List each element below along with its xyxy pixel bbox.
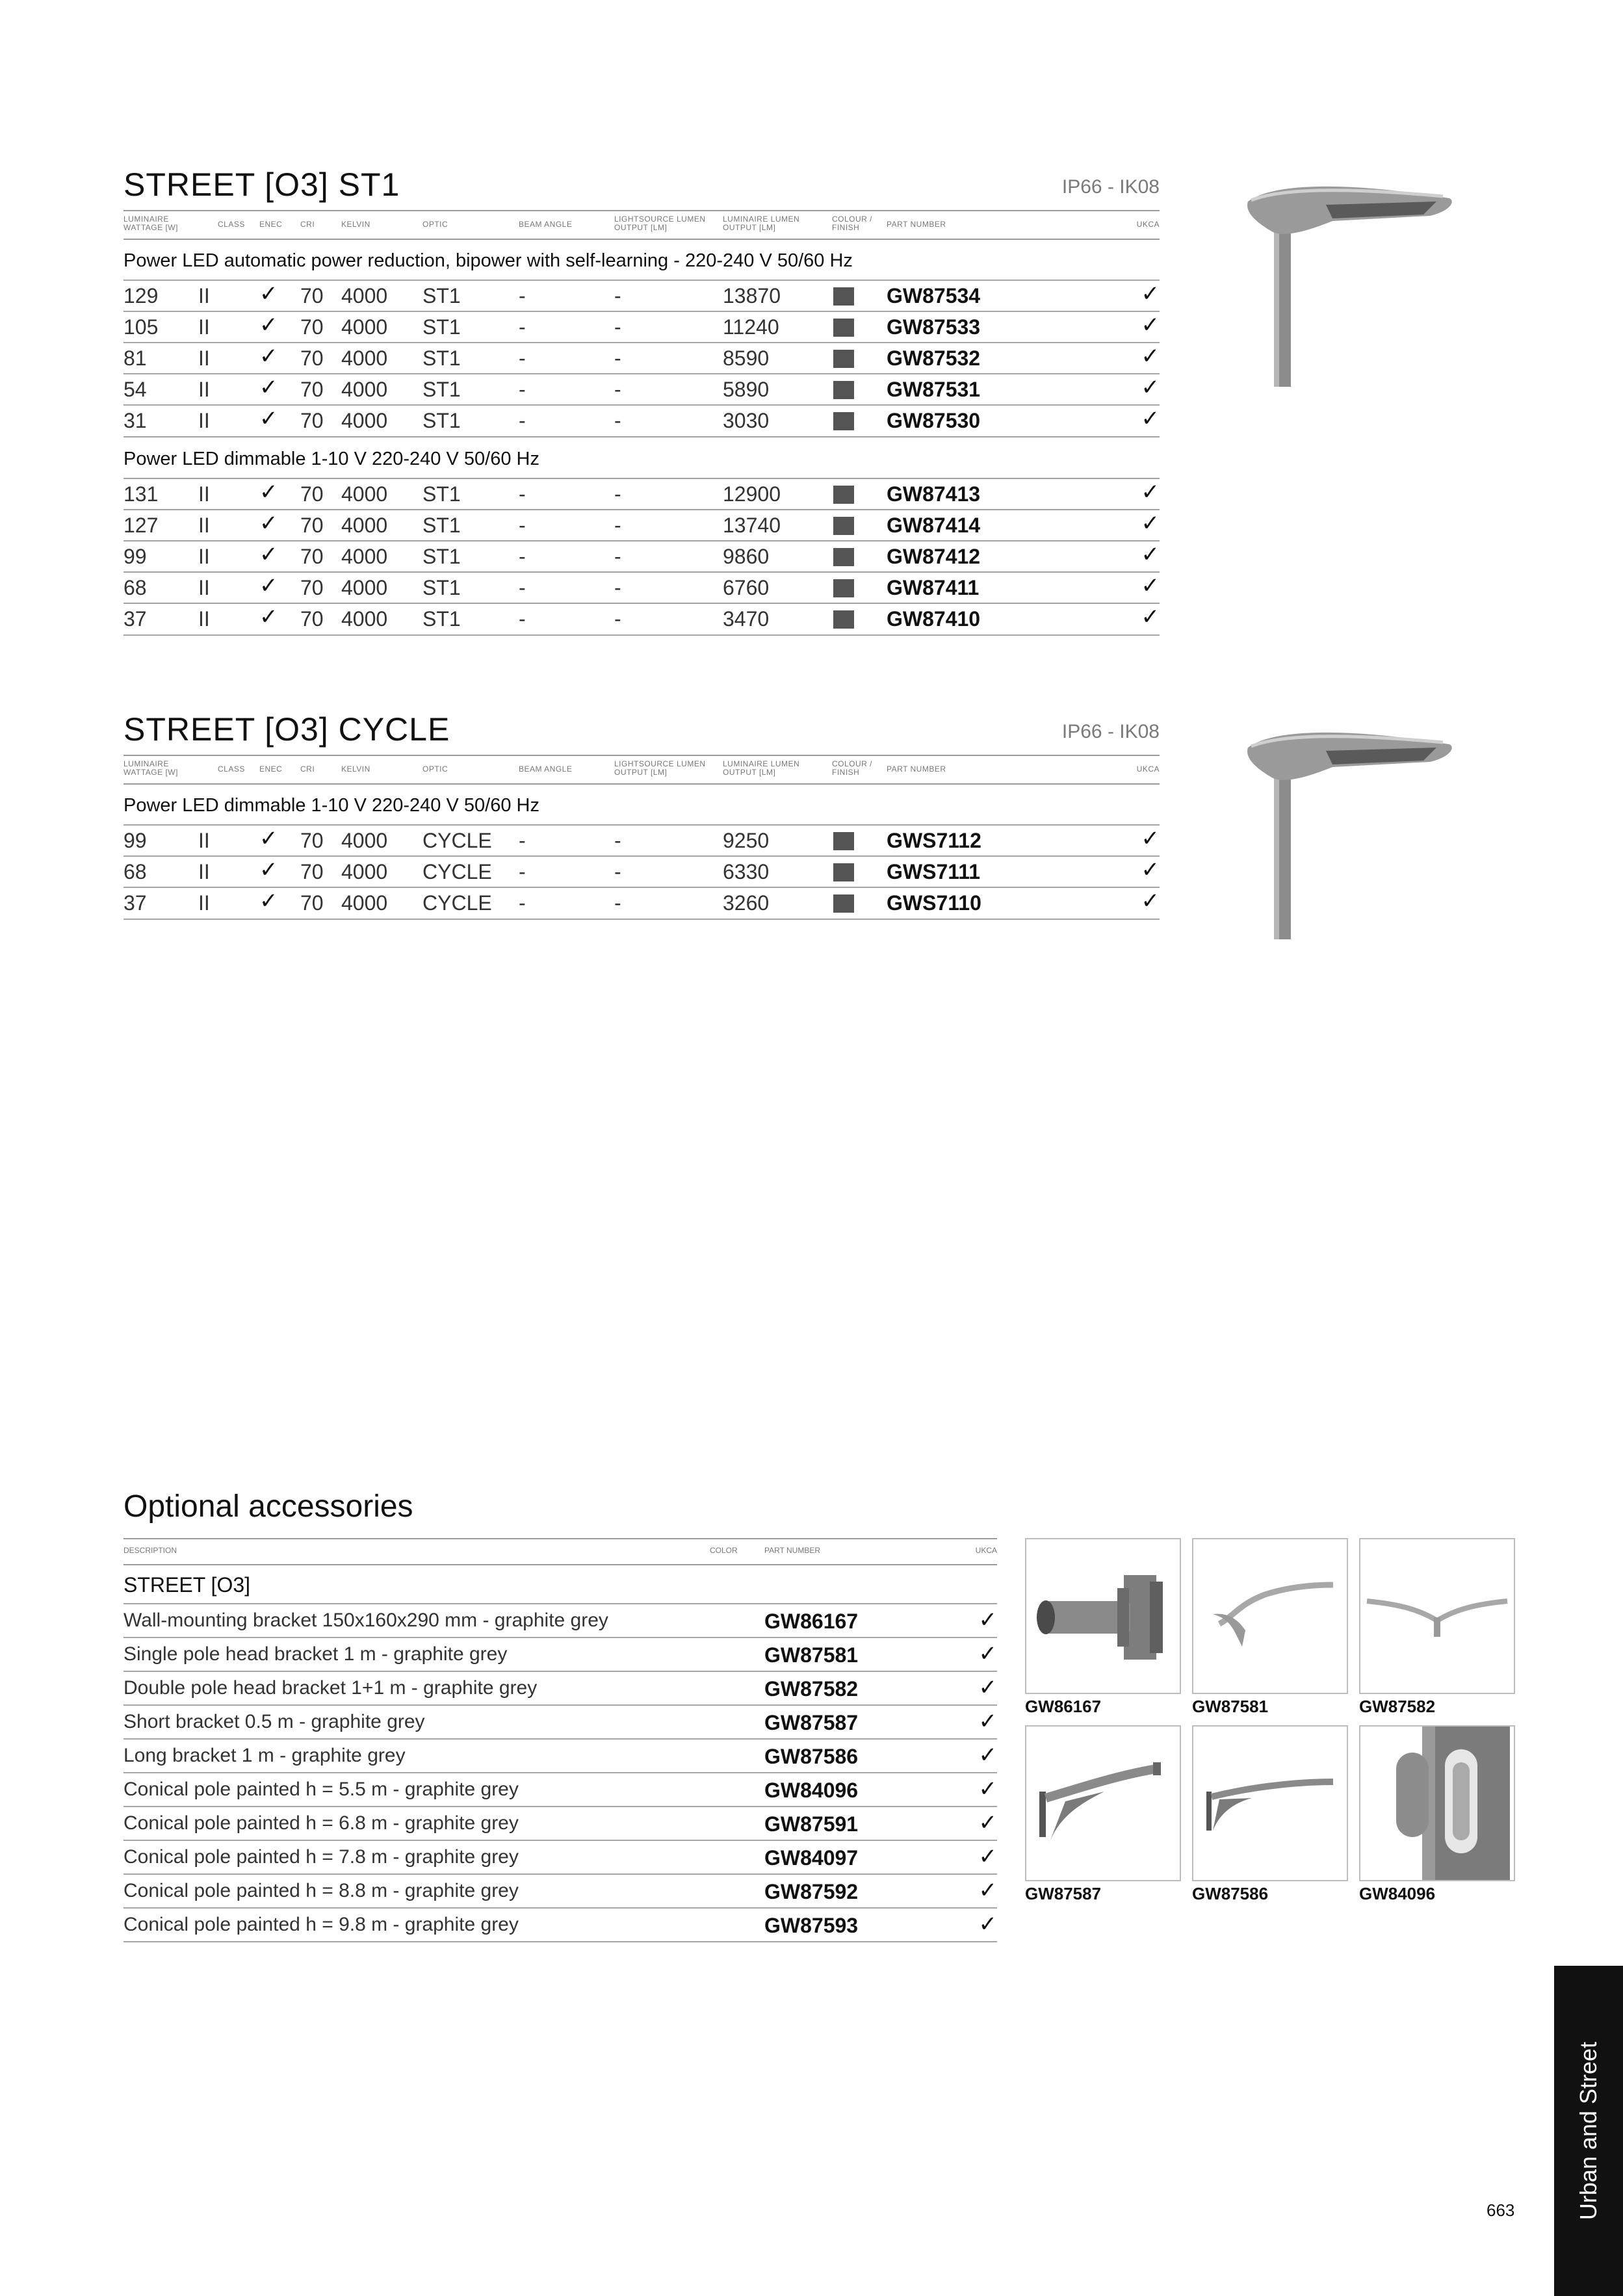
header-optic: OPTIC xyxy=(422,764,448,774)
thumbnail-label: GW84096 xyxy=(1359,1884,1436,1903)
cell-beam-angle: - xyxy=(519,891,526,915)
cell-lightsource-lumen: - xyxy=(614,829,621,852)
accessory-row xyxy=(123,1704,997,1738)
cell-ukca: ✓ xyxy=(978,1844,997,1869)
cell-lightsource-lumen: - xyxy=(614,409,621,432)
cell-part-number: GW87591 xyxy=(764,1812,859,1836)
cell-part-number: GW87592 xyxy=(764,1880,859,1903)
colour-swatch xyxy=(833,319,854,337)
header-enec: ENEC xyxy=(259,220,283,229)
cell-class: II xyxy=(198,891,210,915)
accessory-thumbnail xyxy=(1025,1538,1181,1694)
thumbnail-label: GW87581 xyxy=(1192,1697,1269,1716)
section-st1 xyxy=(123,166,1160,634)
cell-enec: ✓ xyxy=(259,344,278,369)
cell-cri: 70 xyxy=(300,284,324,307)
cell-wattage: 99 xyxy=(123,545,147,568)
cell-class: II xyxy=(198,482,210,506)
cell-optic: CYCLE xyxy=(422,860,492,883)
header-lightsource: LIGHTSOURCE LUMEN OUTPUT [LM] xyxy=(614,215,706,232)
cell-kelvin: 4000 xyxy=(341,315,388,339)
colour-swatch xyxy=(833,832,854,850)
cell-part-number: GW87411 xyxy=(887,576,980,599)
colour-swatch xyxy=(833,610,854,629)
cell-part-number: GW87533 xyxy=(887,315,981,339)
accessory-thumbnail xyxy=(1192,1725,1348,1881)
accessory-row xyxy=(123,1603,997,1637)
cell-luminaire-lumen: 9860 xyxy=(723,545,770,568)
cell-class: II xyxy=(198,576,210,599)
cell-cri: 70 xyxy=(300,514,324,537)
table-row xyxy=(123,478,1160,510)
cell-cri: 70 xyxy=(300,315,324,339)
cell-part-number: GW87587 xyxy=(764,1711,859,1734)
cell-kelvin: 4000 xyxy=(341,576,388,599)
cell-wattage: 127 xyxy=(123,514,159,537)
cell-lightsource-lumen: - xyxy=(614,545,621,568)
cell-kelvin: 4000 xyxy=(341,545,388,568)
cell-beam-angle: - xyxy=(519,409,526,432)
cell-lightsource-lumen: - xyxy=(614,378,621,401)
cell-ukca: ✓ xyxy=(1141,480,1160,504)
cell-kelvin: 4000 xyxy=(341,514,388,537)
cell-part-number: GW87410 xyxy=(887,607,981,631)
cell-description: Single pole head bracket 1 m - graphite grey xyxy=(123,1643,508,1665)
cell-luminaire-lumen: 13740 xyxy=(723,514,781,537)
colour-swatch xyxy=(833,863,854,881)
cell-class: II xyxy=(198,607,210,631)
cell-cri: 70 xyxy=(300,482,324,506)
accessories-subtitle: STREET [O3] xyxy=(123,1573,251,1597)
cell-ukca: ✓ xyxy=(978,1810,997,1835)
cell-part-number: GW84097 xyxy=(764,1846,859,1870)
cell-lightsource-lumen: - xyxy=(614,607,621,631)
cell-part-number: GWS7112 xyxy=(887,829,981,852)
thumbnail-label: GW87587 xyxy=(1025,1884,1102,1903)
cell-wattage: 129 xyxy=(123,284,159,307)
cell-ukca: ✓ xyxy=(1141,281,1160,306)
cell-cri: 70 xyxy=(300,378,324,401)
cell-wattage: 31 xyxy=(123,409,147,432)
group-title: Power LED dimmable 1-10 V 220-240 V 50/60 Hz xyxy=(123,795,539,816)
cell-ukca: ✓ xyxy=(1141,313,1160,337)
cell-ukca: ✓ xyxy=(1141,605,1160,629)
cell-ukca: ✓ xyxy=(1141,344,1160,369)
header-kelvin: KELVIN xyxy=(341,220,370,229)
table-row xyxy=(123,342,1160,374)
cell-ukca: ✓ xyxy=(978,1641,997,1666)
cell-class: II xyxy=(198,829,210,852)
side-tab-label: Urban and Street xyxy=(1575,2041,1602,2221)
table-header xyxy=(123,210,1160,240)
section-title: STREET [O3] CYCLE xyxy=(123,711,450,748)
table-row xyxy=(123,824,1160,856)
cell-part-number: GW84096 xyxy=(764,1779,859,1802)
header-luminaire-lumen: LUMINAIRE LUMEN OUTPUT [LM] xyxy=(723,215,800,232)
cell-luminaire-lumen: 3470 xyxy=(723,607,770,631)
cell-kelvin: 4000 xyxy=(341,409,388,432)
cell-kelvin: 4000 xyxy=(341,891,388,915)
header-beam: BEAM ANGLE xyxy=(519,764,573,774)
header-class: CLASS xyxy=(218,220,245,229)
colour-swatch xyxy=(833,894,854,913)
cell-beam-angle: - xyxy=(519,346,526,370)
colour-swatch xyxy=(833,548,854,566)
cell-part-number: GW87586 xyxy=(764,1745,859,1768)
header-color: COLOR xyxy=(710,1546,738,1555)
accessories-title: Optional accessories xyxy=(123,1489,413,1524)
cell-optic: ST1 xyxy=(422,482,461,506)
header-ukca: UKCA xyxy=(975,1546,997,1555)
cell-description: Conical pole painted h = 6.8 m - graphite grey xyxy=(123,1812,519,1834)
cell-beam-angle: - xyxy=(519,576,526,599)
header-optic: OPTIC xyxy=(422,220,448,229)
cell-enec: ✓ xyxy=(259,889,278,913)
section-title: STREET [O3] ST1 xyxy=(123,166,400,203)
section-cycle xyxy=(123,711,1160,932)
group-title: Power LED automatic power reduction, bipower with self-learning - 220-240 V 50/60 Hz xyxy=(123,250,853,271)
cell-ukca: ✓ xyxy=(1141,889,1160,913)
thumbnail-label: GW87582 xyxy=(1359,1697,1436,1716)
cell-part-number: GW86167 xyxy=(764,1610,859,1633)
accessory-row xyxy=(123,1738,997,1772)
cell-part-number: GW87412 xyxy=(887,545,981,568)
cell-beam-angle: - xyxy=(519,482,526,506)
cell-description: Double pole head bracket 1+1 m - graphite grey xyxy=(123,1677,538,1699)
accessory-thumbnail xyxy=(1359,1725,1515,1881)
table-header xyxy=(123,755,1160,785)
page-number: 663 xyxy=(1487,2200,1515,2220)
cell-part-number: GW87532 xyxy=(887,346,981,370)
cell-kelvin: 4000 xyxy=(341,346,388,370)
header-cri: CRI xyxy=(300,220,315,229)
cell-lightsource-lumen: - xyxy=(614,860,621,883)
cell-enec: ✓ xyxy=(259,605,278,629)
header-description: DESCRIPTION xyxy=(123,1546,177,1555)
cell-ukca: ✓ xyxy=(1141,542,1160,567)
cell-luminaire-lumen: 5890 xyxy=(723,378,770,401)
header-enec: ENEC xyxy=(259,764,283,774)
cell-optic: ST1 xyxy=(422,284,461,307)
accessory-thumbnail xyxy=(1359,1538,1515,1694)
cell-enec: ✓ xyxy=(259,375,278,400)
accessory-row xyxy=(123,1907,997,1942)
header-luminaire-lumen: LUMINAIRE LUMEN OUTPUT [LM] xyxy=(723,759,800,777)
cell-ukca: ✓ xyxy=(1141,511,1160,536)
cell-cri: 70 xyxy=(300,409,324,432)
cell-ukca: ✓ xyxy=(978,1608,997,1632)
group-title: Power LED dimmable 1-10 V 220-240 V 50/60 Hz xyxy=(123,449,539,469)
cell-ukca: ✓ xyxy=(1141,826,1160,851)
header-wattage: LUMINAIRE WATTAGE [W] xyxy=(123,215,178,232)
colour-swatch xyxy=(833,579,854,597)
cell-optic: ST1 xyxy=(422,409,461,432)
cell-part-number: GW87530 xyxy=(887,409,981,432)
header-part: PART NUMBER xyxy=(887,764,946,774)
cell-lightsource-lumen: - xyxy=(614,576,621,599)
cell-luminaire-lumen: 12900 xyxy=(723,482,781,506)
cell-description: Conical pole painted h = 5.5 m - graphite grey xyxy=(123,1779,519,1800)
colour-swatch xyxy=(833,517,854,535)
cell-wattage: 37 xyxy=(123,891,147,915)
cell-part-number: GW87582 xyxy=(764,1677,859,1701)
header-wattage: LUMINAIRE WATTAGE [W] xyxy=(123,759,178,777)
accessory-row xyxy=(123,1873,997,1907)
cell-part-number: GW87531 xyxy=(887,378,981,401)
cell-cri: 70 xyxy=(300,346,324,370)
header-colour: COLOUR / FINISH xyxy=(832,215,873,232)
accessory-row xyxy=(123,1637,997,1671)
cell-cri: 70 xyxy=(300,860,324,883)
cell-kelvin: 4000 xyxy=(341,378,388,401)
cell-cri: 70 xyxy=(300,829,324,852)
cell-part-number: GW87534 xyxy=(887,284,981,307)
ip-rating: IP66 - IK08 xyxy=(1061,176,1160,198)
cell-ukca: ✓ xyxy=(1141,857,1160,882)
header-ukca: UKCA xyxy=(1136,220,1160,229)
cell-optic: ST1 xyxy=(422,545,461,568)
cell-luminaire-lumen: 11240 xyxy=(723,315,779,339)
table-row xyxy=(123,404,1160,437)
cell-part-number: GW87414 xyxy=(887,514,981,537)
cell-enec: ✓ xyxy=(259,406,278,431)
cell-optic: CYCLE xyxy=(422,891,492,915)
cell-part-number: GWS7110 xyxy=(887,891,981,915)
cell-wattage: 81 xyxy=(123,346,147,370)
cell-kelvin: 4000 xyxy=(341,860,388,883)
thumbnail-label: GW87586 xyxy=(1192,1884,1269,1903)
cell-cri: 70 xyxy=(300,545,324,568)
cell-description: Short bracket 0.5 m - graphite grey xyxy=(123,1711,425,1732)
header-cri: CRI xyxy=(300,764,315,774)
cell-beam-angle: - xyxy=(519,860,526,883)
cell-ukca: ✓ xyxy=(1141,375,1160,400)
table-row xyxy=(123,373,1160,405)
cell-class: II xyxy=(198,378,210,401)
table-row xyxy=(123,855,1160,887)
cell-wattage: 131 xyxy=(123,482,159,506)
cell-cri: 70 xyxy=(300,607,324,631)
cell-lightsource-lumen: - xyxy=(614,315,621,339)
cell-optic: ST1 xyxy=(422,346,461,370)
cell-lightsource-lumen: - xyxy=(614,891,621,915)
cell-wattage: 68 xyxy=(123,576,147,599)
cell-ukca: ✓ xyxy=(1141,406,1160,431)
cell-beam-angle: - xyxy=(519,315,526,339)
cell-class: II xyxy=(198,315,210,339)
cell-enec: ✓ xyxy=(259,480,278,504)
cell-wattage: 54 xyxy=(123,378,147,401)
cell-lightsource-lumen: - xyxy=(614,346,621,370)
cell-luminaire-lumen: 8590 xyxy=(723,346,770,370)
cell-luminaire-lumen: 13870 xyxy=(723,284,781,307)
cell-luminaire-lumen: 6760 xyxy=(723,576,770,599)
cell-class: II xyxy=(198,409,210,432)
cell-wattage: 68 xyxy=(123,860,147,883)
header-kelvin: KELVIN xyxy=(341,764,370,774)
colour-swatch xyxy=(833,350,854,368)
accessory-row xyxy=(123,1772,997,1806)
cell-beam-angle: - xyxy=(519,607,526,631)
cell-class: II xyxy=(198,860,210,883)
table-row xyxy=(123,540,1160,572)
cell-enec: ✓ xyxy=(259,511,278,536)
cell-part-number: GWS7111 xyxy=(887,860,981,883)
cell-description: Conical pole painted h = 7.8 m - graphite grey xyxy=(123,1846,519,1868)
header-part: PART NUMBER xyxy=(764,1546,821,1555)
thumbnail-label: GW86167 xyxy=(1025,1697,1102,1716)
colour-swatch xyxy=(833,486,854,504)
luminaire-image xyxy=(1235,176,1469,390)
cell-description: Conical pole painted h = 9.8 m - graphite grey xyxy=(123,1914,519,1935)
cell-enec: ✓ xyxy=(259,857,278,882)
header-lightsource: LIGHTSOURCE LUMEN OUTPUT [LM] xyxy=(614,759,706,777)
accessory-row xyxy=(123,1806,997,1840)
cell-optic: ST1 xyxy=(422,576,461,599)
table-row xyxy=(123,571,1160,603)
cell-beam-angle: - xyxy=(519,829,526,852)
cell-part-number: GW87593 xyxy=(764,1914,859,1937)
header-colour: COLOUR / FINISH xyxy=(832,759,873,777)
colour-swatch xyxy=(833,412,854,430)
accessories-header xyxy=(123,1538,997,1565)
cell-kelvin: 4000 xyxy=(341,284,388,307)
cell-ukca: ✓ xyxy=(978,1777,997,1801)
cell-enec: ✓ xyxy=(259,281,278,306)
accessory-thumbnail xyxy=(1025,1725,1181,1881)
cell-optic: ST1 xyxy=(422,378,461,401)
cell-optic: ST1 xyxy=(422,514,461,537)
luminaire-image xyxy=(1235,722,1469,943)
cell-enec: ✓ xyxy=(259,542,278,567)
header-part: PART NUMBER xyxy=(887,220,946,229)
cell-class: II xyxy=(198,346,210,370)
cell-ukca: ✓ xyxy=(978,1675,997,1700)
cell-description: Conical pole painted h = 8.8 m - graphite grey xyxy=(123,1880,519,1901)
accessory-row xyxy=(123,1671,997,1704)
cell-wattage: 105 xyxy=(123,315,159,339)
cell-enec: ✓ xyxy=(259,313,278,337)
cell-lightsource-lumen: - xyxy=(614,284,621,307)
cell-ukca: ✓ xyxy=(978,1912,997,1937)
cell-ukca: ✓ xyxy=(978,1743,997,1768)
accessory-row xyxy=(123,1840,997,1873)
cell-cri: 70 xyxy=(300,891,324,915)
table-row xyxy=(123,887,1160,920)
cell-part-number: GW87581 xyxy=(764,1643,859,1667)
cell-enec: ✓ xyxy=(259,573,278,598)
cell-ukca: ✓ xyxy=(978,1709,997,1734)
accessory-thumbnail xyxy=(1192,1538,1348,1694)
cell-luminaire-lumen: 3260 xyxy=(723,891,770,915)
cell-kelvin: 4000 xyxy=(341,607,388,631)
cell-optic: ST1 xyxy=(422,315,461,339)
cell-optic: ST1 xyxy=(422,607,461,631)
cell-lightsource-lumen: - xyxy=(614,514,621,537)
header-ukca: UKCA xyxy=(1136,764,1160,774)
cell-wattage: 99 xyxy=(123,829,147,852)
cell-beam-angle: - xyxy=(519,545,526,568)
cell-part-number: GW87413 xyxy=(887,482,981,506)
side-tab xyxy=(1554,1966,1623,2296)
cell-ukca: ✓ xyxy=(978,1878,997,1903)
cell-enec: ✓ xyxy=(259,826,278,851)
table-row xyxy=(123,311,1160,343)
cell-luminaire-lumen: 9250 xyxy=(723,829,770,852)
cell-beam-angle: - xyxy=(519,284,526,307)
header-class: CLASS xyxy=(218,764,245,774)
cell-luminaire-lumen: 3030 xyxy=(723,409,770,432)
colour-swatch xyxy=(833,381,854,399)
cell-class: II xyxy=(198,514,210,537)
cell-lightsource-lumen: - xyxy=(614,482,621,506)
cell-class: II xyxy=(198,284,210,307)
header-beam: BEAM ANGLE xyxy=(519,220,573,229)
cell-beam-angle: - xyxy=(519,378,526,401)
table-row xyxy=(123,603,1160,636)
cell-wattage: 37 xyxy=(123,607,147,631)
colour-swatch xyxy=(833,287,854,306)
cell-kelvin: 4000 xyxy=(341,829,388,852)
cell-description: Long bracket 1 m - graphite grey xyxy=(123,1745,406,1766)
cell-optic: CYCLE xyxy=(422,829,492,852)
cell-class: II xyxy=(198,545,210,568)
cell-luminaire-lumen: 6330 xyxy=(723,860,770,883)
ip-rating: IP66 - IK08 xyxy=(1061,721,1160,742)
table-row xyxy=(123,280,1160,311)
cell-beam-angle: - xyxy=(519,514,526,537)
cell-cri: 70 xyxy=(300,576,324,599)
cell-kelvin: 4000 xyxy=(341,482,388,506)
cell-description: Wall-mounting bracket 150x160x290 mm - graphite grey xyxy=(123,1610,608,1631)
table-row xyxy=(123,509,1160,541)
cell-ukca: ✓ xyxy=(1141,573,1160,598)
